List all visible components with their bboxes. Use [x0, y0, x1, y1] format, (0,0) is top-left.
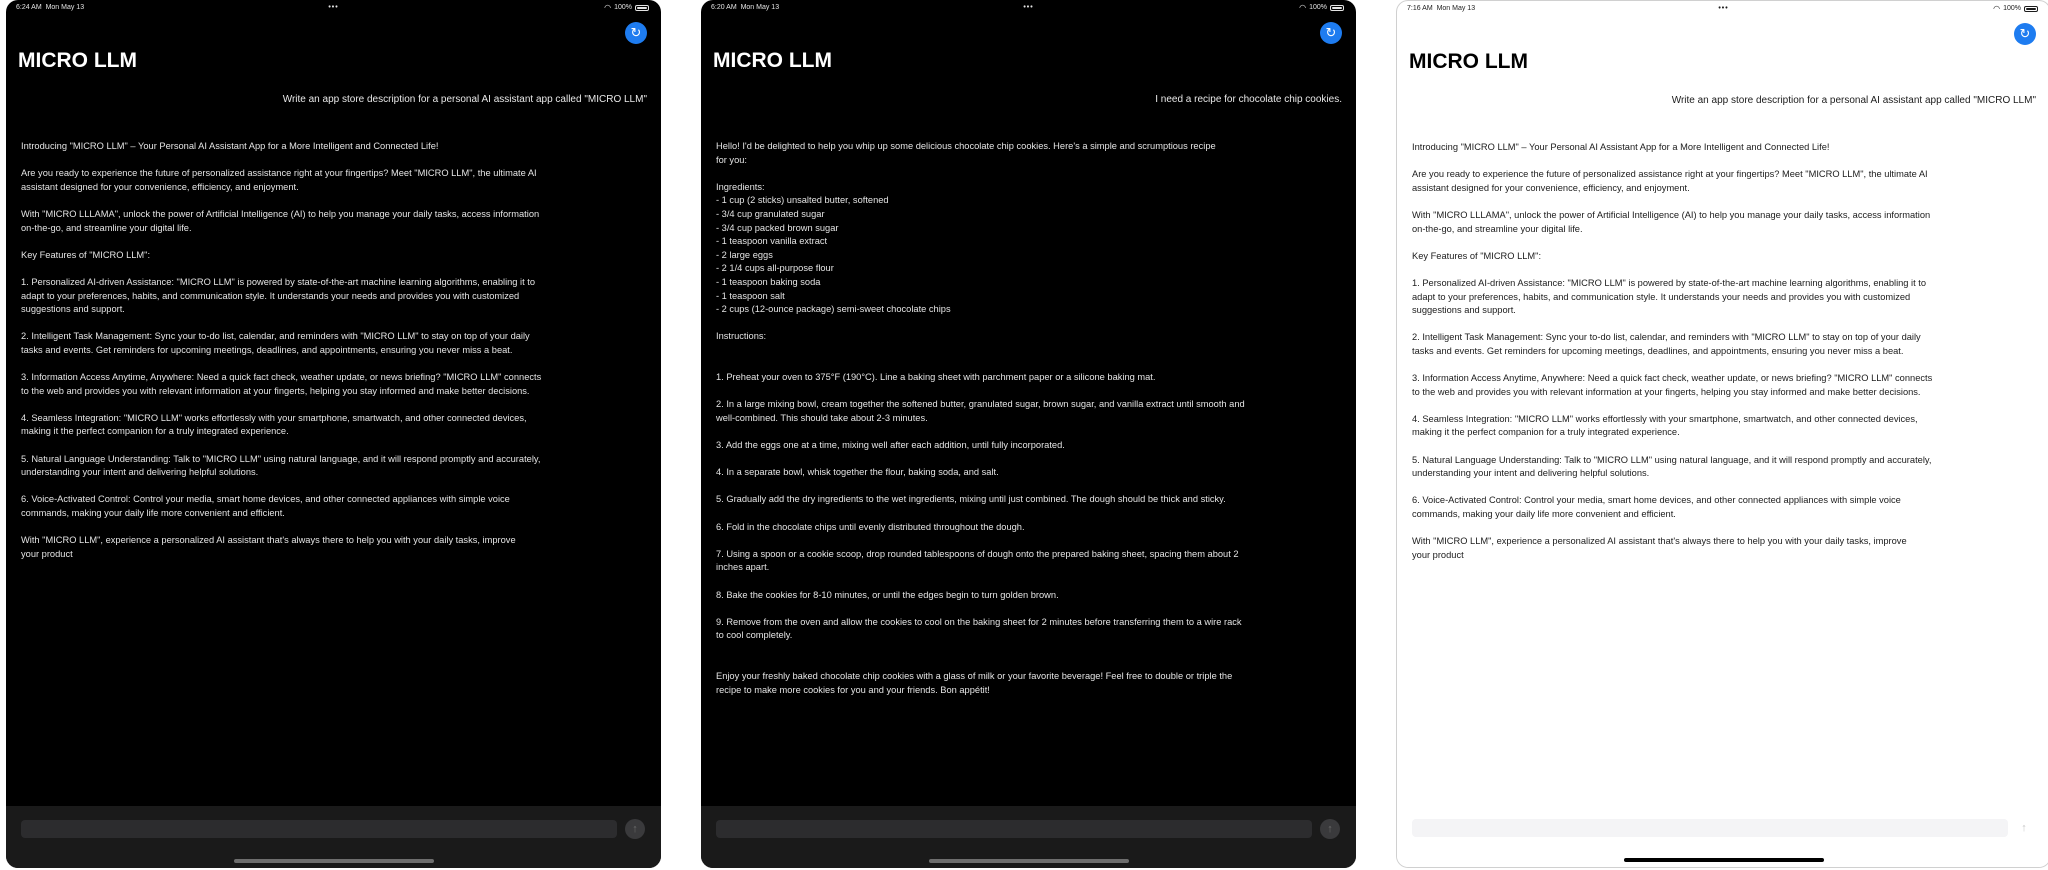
status-bar — [701, 0, 1356, 16]
message-input-bar — [6, 806, 661, 868]
response-outro: Enjoy your freshly baked chocolate chip cookies with a glass of milk or your favorite beverage! Feel free to double or triple the recipe to make more cookies for you and your friends. Bon appétit! — [716, 671, 1233, 695]
wifi-icon: ◠ — [1299, 3, 1307, 12]
response-paragraph: 6. Voice-Activated Control: Control your media, smart home devices, and other connected appliances with simple voice commands, making your daily life more convenient and efficient. — [1412, 495, 1901, 520]
battery-percent: 100% — [2003, 5, 2021, 12]
home-indicator[interactable] — [929, 859, 1129, 863]
list-item: - 1 cup (2 sticks) unsalted butter, softened — [716, 195, 889, 206]
multitasking-dots[interactable]: ••• — [1023, 4, 1034, 11]
response-paragraph: 5. Natural Language Understanding: Talk to "MICRO LLM" using natural language, and it will respond promptly and accurately, understanding your intent and delivering helpful solutions. — [21, 453, 541, 478]
send-button[interactable]: ↑ — [2014, 818, 2034, 838]
user-message: Write an app store description for a personal AI assistant app called "MICRO LLM" — [1671, 95, 2036, 106]
response-paragraph: Introducing "MICRO LLM" – Your Personal AI Assistant App for a More Intelligent and Connected Life! — [21, 141, 439, 151]
refresh-button[interactable]: ↻ — [1320, 22, 1342, 44]
response-paragraph: 6. Voice-Activated Control: Control your media, smart home devices, and other connected appliances with simple voice commands, making your daily life more convenient and efficient. — [21, 494, 510, 519]
response-paragraph: 1. Personalized AI-driven Assistance: "MICRO LLM" is powered by state-of-the-art machine learning algorithms, enabling it to adapt to your preferences, habits, and communication style. It understands your needs and provides you with customized suggestions and support. — [21, 276, 536, 315]
message-input-bar — [1397, 805, 2048, 867]
status-bar — [6, 0, 661, 16]
status-bar — [1397, 1, 2048, 17]
battery-percent: 100% — [614, 4, 632, 11]
response-paragraph: 1. Personalized AI-driven Assistance: "MICRO LLM" is powered by state-of-the-art machine learning algorithms, enabling it to adapt to your preferences, habits, and communication style. It understands your needs and provides you with customized suggestions and support. — [1412, 277, 1927, 316]
response-paragraph: 2. Intelligent Task Management: Sync your to-do list, calendar, and reminders with "MICRO LLM" to stay on top of your daily tasks and events. Get reminders for upcoming meetings, deadlines, and appointments, ensuring you never miss a beat. — [21, 331, 530, 355]
list-item: - 3/4 cup packed brown sugar — [716, 222, 839, 233]
ingredients-heading: Ingredients: — [716, 181, 765, 192]
response-paragraph: With "MICRO LLM", experience a personalized AI assistant that's always there to help you with your daily tasks, improve your product — [1412, 536, 1907, 560]
status-time: 6:20 AM Mon May 13 — [711, 4, 780, 11]
message-input[interactable] — [1412, 819, 2008, 837]
status-right — [1299, 0, 1344, 16]
list-item: - 2 cups (12-ounce package) semi-sweet chocolate chips — [716, 304, 951, 315]
response-paragraph: 3. Information Access Anytime, Anywhere: Need a quick fact check, weather update, or news briefing? "MICRO LLM" connects to the web and provides you with relevant information at your fingerts, helping you stay informed and make better decisions. — [1412, 373, 1933, 397]
send-button[interactable]: ↑ — [1320, 819, 1340, 839]
list-item: 5. Gradually add the dry ingredients to the wet ingredients, mixing until just combined. The dough should be thick and sticky. — [716, 494, 1226, 505]
response-paragraph: Are you ready to experience the future of personalized assistance right at your fingertips? Meet "MICRO LLM", the ultimate AI assistant designed for your convenience, efficiency, and enjoyment. — [1412, 169, 1928, 193]
multitasking-dots[interactable]: ••• — [1718, 5, 1729, 12]
instructions-list — [716, 358, 1334, 657]
list-item: 1. Preheat your oven to 375°F (190°C). Line a baking sheet with parchment paper or a silicone baking mat. — [716, 372, 1156, 383]
multitasking-dots[interactable]: ••• — [328, 4, 339, 11]
refresh-button[interactable]: ↻ — [2014, 23, 2036, 45]
status-time: 6:24 AM Mon May 13 — [16, 4, 85, 11]
list-item: 7. Using a spoon or a cookie scoop, drop rounded tablespoons of dough onto the prepared baking sheet, spacing them about 2 inches apart. — [716, 548, 1239, 573]
response-paragraph: With "MICRO LLM", experience a personalized AI assistant that's always there to help you with your daily tasks, improve your product — [21, 535, 516, 559]
list-item: - 1 teaspoon salt — [716, 290, 785, 301]
home-indicator[interactable] — [1624, 858, 1824, 862]
response-paragraph: 3. Information Access Anytime, Anywhere: Need a quick fact check, weather update, or news briefing? "MICRO LLM" connects to the web and provides you with relevant information at your fingerts, helping you stay informed and make better decisions. — [21, 372, 542, 396]
app-title: MICRO LLM — [1409, 50, 1528, 73]
response-paragraph: Key Features of "MICRO LLM": — [21, 249, 151, 260]
instructions-heading: Instructions: — [716, 331, 767, 342]
list-item: 2. In a large mixing bowl, cream together the softened butter, granulated sugar, brown sugar, and vanilla extract until smooth and well-combined. This should take about 2-3 minutes. — [716, 399, 1245, 423]
list-item: - 2 1/4 cups all-purpose flour — [716, 263, 834, 274]
status-right — [1993, 1, 2038, 17]
assistant-response — [1412, 141, 2030, 576]
response-paragraph: Introducing "MICRO LLM" – Your Personal AI Assistant App for a More Intelligent and Connected Life! — [1412, 142, 1830, 152]
list-item: - 1 teaspoon vanilla extract — [716, 236, 828, 247]
message-input[interactable] — [21, 820, 617, 838]
list-item: 8. Bake the cookies for 8-10 minutes, or until the edges begin to turn golden brown. — [716, 589, 1059, 600]
battery-icon — [1330, 5, 1344, 11]
send-button[interactable]: ↑ — [625, 819, 645, 839]
wifi-icon: ◠ — [1993, 4, 2001, 13]
response-paragraph: 4. Seamless Integration: "MICRO LLM" works effortlessly with your smartphone, smartwatch, and other connected devices, making it the perfect companion for a truly integrated experience. — [21, 412, 527, 437]
response-intro: Hello! I'd be delighted to help you whip up some delicious chocolate chip cookies. Here's a simple and scrumptious recipe for you: — [716, 141, 1216, 165]
list-item: 9. Remove from the oven and allow the cookies to cool on the baking sheet for 2 minutes before transferring them to a wire rack to cool completely. — [716, 616, 1242, 641]
battery-icon — [635, 5, 649, 11]
response-paragraph: 5. Natural Language Understanding: Talk to "MICRO LLM" using natural language, and it will respond promptly and accurately, understanding your intent and delivering helpful solutions. — [1412, 454, 1932, 479]
list-item: - 2 large eggs — [716, 249, 773, 260]
user-message: I need a recipe for chocolate chip cookies. — [1155, 94, 1342, 105]
response-paragraph: Key Features of "MICRO LLM": — [1412, 250, 1542, 261]
response-paragraph: Are you ready to experience the future of personalized assistance right at your fingertips? Meet "MICRO LLM", the ultimate AI assistant designed for your convenience, efficiency, and enjoyment. — [21, 168, 537, 192]
app-title: MICRO LLM — [713, 49, 832, 72]
app-title: MICRO LLM — [18, 49, 137, 72]
list-item: - 1 teaspoon baking soda — [716, 276, 821, 287]
tablet-screen-dark-1 — [6, 0, 661, 868]
list-item: 3. Add the eggs one at a time, mixing well after each addition, until fully incorporated. — [716, 440, 1065, 451]
message-input[interactable] — [716, 820, 1312, 838]
response-paragraph: 4. Seamless Integration: "MICRO LLM" works effortlessly with your smartphone, smartwatch, and other connected devices, making it the perfect companion for a truly integrated experience. — [1412, 413, 1918, 438]
ingredients-list — [716, 194, 1334, 316]
tablet-screen-light — [1396, 0, 2048, 868]
message-input-bar — [701, 806, 1356, 868]
response-paragraph: 2. Intelligent Task Management: Sync your to-do list, calendar, and reminders with "MICRO LLM" to stay on top of your daily tasks and events. Get reminders for upcoming meetings, deadlines, and appointments, ensuring you never miss a beat. — [1412, 332, 1921, 356]
battery-percent: 100% — [1309, 4, 1327, 11]
wifi-icon: ◠ — [604, 3, 612, 12]
user-message: Write an app store description for a personal AI assistant app called "MICRO LLM" — [282, 94, 647, 105]
assistant-response — [21, 140, 639, 575]
battery-icon — [2024, 6, 2038, 12]
assistant-response — [716, 140, 1334, 711]
list-item: - 3/4 cup granulated sugar — [716, 208, 825, 219]
list-item: 4. In a separate bowl, whisk together the flour, baking soda, and salt. — [716, 467, 999, 478]
list-item: 6. Fold in the chocolate chips until evenly distributed throughout the dough. — [716, 521, 1025, 532]
tablet-screen-dark-2 — [701, 0, 1356, 868]
response-paragraph: With "MICRO LLLAMA", unlock the power of Artificial Intelligence (AI) to help you manage your daily tasks, access information on-the-go, and streamline your digital life. — [21, 208, 540, 233]
home-indicator[interactable] — [234, 859, 434, 863]
status-right — [604, 0, 649, 16]
status-time: 7:16 AM Mon May 13 — [1407, 5, 1476, 12]
response-paragraph: With "MICRO LLLAMA", unlock the power of Artificial Intelligence (AI) to help you manage your daily tasks, access information on-the-go, and streamline your digital life. — [1412, 209, 1931, 234]
refresh-button[interactable]: ↻ — [625, 22, 647, 44]
